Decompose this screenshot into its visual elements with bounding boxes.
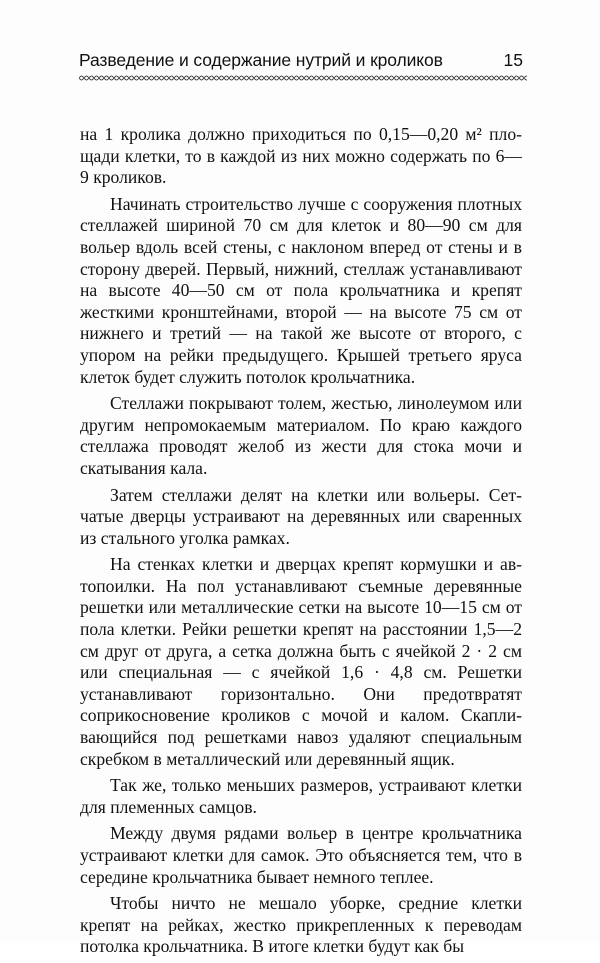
running-title: Разведение и содержание нутрий и кроликов <box>79 50 443 70</box>
paragraph: На стенках клетки и дверцах крепят кормушки и автопоилки. На пол устанавливают съемные деревянные решетки или металлические сетки на высоте 10—15 см от пола клетки. Рейки решетки крепят на расстоянии 1,5—2 см друг от друга, а сетка должна быть с ячейкой 2 · 2 см или специальная — с ячейкой 1,6 · 4,8 см. Решетки устанавливают горизонтально. Они предотвратят соприкосновение кроликов с мочой и калом. Скапливающийся под решетками навоз удаляют специальным скребком в металлический или деревянный ящик. <box>80 554 522 769</box>
paragraph: Начинать строительство лучше с сооружения плотных стеллажей шириной 70 см для клеток и 80—90 см для вольер вдоль всей стены, с наклоном вперед от стены и в сторону дверей. Первый, нижний, стеллаж устанавливают на высоте 40—50 см от пола крольчатника и крепят жесткими кронштейнами, второй — на высоте 75 см от нижнего и третий — на такой же высоте от второго, с упором на рейки предыдущего. Крышей третьего яруса клеток будет служить потолок крольчатника. <box>80 193 522 387</box>
decorative-header-rule <box>79 75 527 81</box>
paragraph: Чтобы ничто не мешало уборке, средние клетки крепят на рейках, жестко прикрепленных к переводам потолка крольчатника. В итоге клетки будут как бы <box>80 893 522 957</box>
paragraph: Затем стеллажи делят на клетки или вольеры. Сетчатые дверцы устраивают на деревянных или сваренных из стального уголка рамках. <box>80 484 522 548</box>
body-text <box>80 124 522 963</box>
paragraph: на 1 кролика должно приходиться по 0,15—0,20 м² площади клетки, то в каждой из них можно содержать по 6—9 кроликов. <box>80 124 522 188</box>
paragraph: Между двумя рядами вольер в центре крольчатника устраивают клетки для самок. Это объясняется тем, что в середине крольчатника бывает немного теплее. <box>80 823 522 887</box>
running-header <box>79 48 527 76</box>
paragraph: Стеллажи покрывают толем, жестью, линолеумом или другим непромокаемым материалом. По краю каждого стеллажа проводят желоб из жести для стока мочи и скатывания кала. <box>80 393 522 478</box>
paragraph: Так же, только меньших размеров, устраивают клетки для племенных самцов. <box>80 775 522 817</box>
page-number: 15 <box>503 50 523 70</box>
